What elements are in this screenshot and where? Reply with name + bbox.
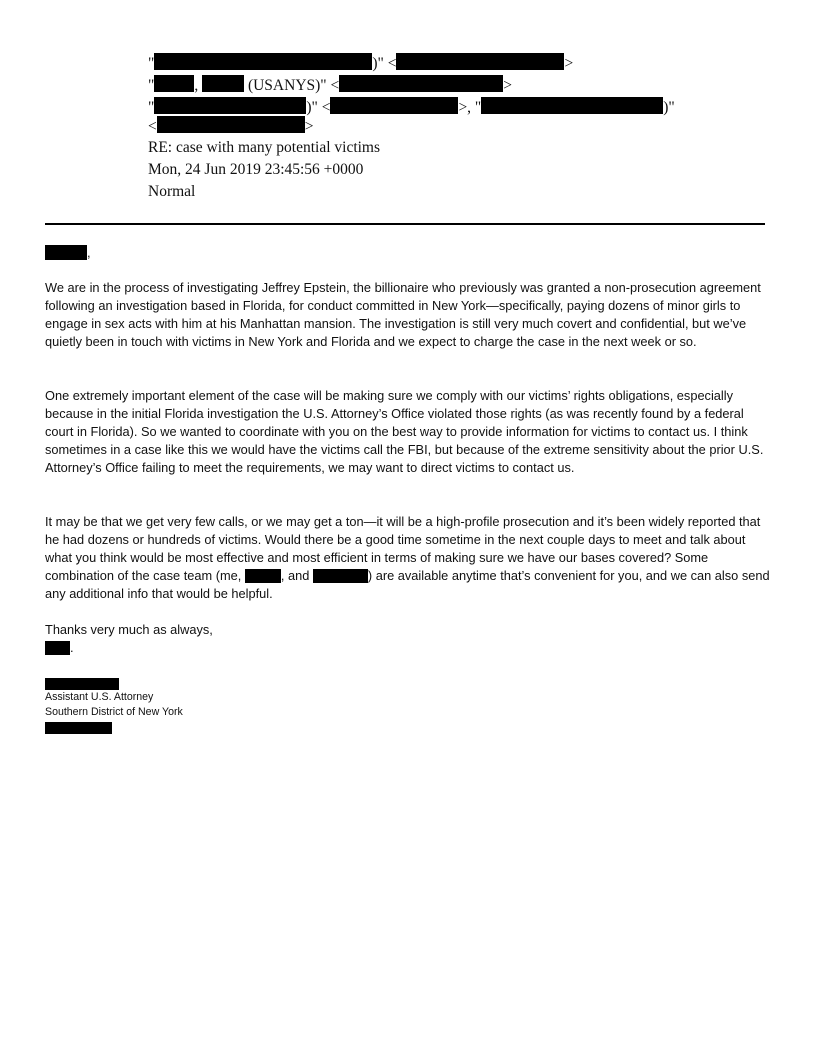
to-value: " , (USANYS)" < >	[148, 77, 512, 94]
redaction	[202, 75, 244, 92]
redaction	[45, 641, 70, 655]
redaction	[396, 53, 564, 70]
to-suffix: (USANYS)" <	[247, 77, 340, 94]
signature-title: Assistant U.S. Attorney	[45, 691, 154, 703]
redaction	[481, 97, 663, 114]
paragraph-1: We are in the process of investigating Jeffrey Epstein, the billionaire who previously was granted a non-prosecution agreement following an investigation based in Florida, for conduct committed in New York—specifically, paying dozens of minor girls to engage in sex acts with him at his Manhattan mansion. The investigation is still very much covert and confidential, but we’ve quietly been in touch with victims in New York and Florida and we expect to charge the case in the next week or so.	[45, 280, 761, 349]
redaction	[313, 569, 368, 583]
header-divider	[45, 223, 765, 225]
closing: Thanks very much as always,	[45, 622, 213, 637]
date-value: Mon, 24 Jun 2019 23:45:56 +0000	[148, 161, 364, 178]
redaction	[157, 116, 305, 133]
redaction	[154, 97, 306, 114]
paragraph-3: It may be that we get very few calls, or we may get a ton—it will be a high-profile prosecution and it’s been widely reported that he had dozens or hundreds of victims. Would there be a good time sometime in the next couple days to meet and talk about what you think would be most effective and most efficient in terms of making sure we have our bases covered? Some combination of the case team (me, , and ) are available anytime that’s convenient for you, and we can also send any additional info that would be helpful.	[45, 514, 770, 601]
signature-name-redaction	[45, 678, 119, 690]
redaction	[45, 245, 87, 260]
redaction	[339, 75, 503, 92]
redaction	[245, 569, 281, 583]
paragraph-2: One extremely important element of the case will be making sure we comply with our victims’ rights obligations, especially because in the initial Florida investigation the U.S. Attorney’s Office violated those rights (as was recently found by a federal court in Florida). So we wanted to coordinate with you on the best way to provide information for victims to contact us. I think sometimes in a case like this we would have the victims call the FBI, but because of the extreme sensitivity about the prior U.S. Attorney’s Office failing to meet the requirements, we may want to direct victims to contact us.	[45, 388, 764, 475]
signature-contact-redaction	[45, 722, 112, 734]
signature-office: Southern District of New York	[45, 706, 183, 718]
subject-value: RE: case with many potential victims	[148, 139, 381, 156]
redaction	[154, 75, 194, 92]
greeting: ,	[45, 244, 770, 262]
importance-value: Normal	[148, 183, 196, 200]
cc-value: " )" < >, " )"	[148, 99, 675, 116]
redaction	[154, 53, 372, 70]
signoff-name: .	[45, 639, 770, 657]
from-value: " )" < >	[148, 55, 574, 72]
redaction	[330, 97, 458, 114]
